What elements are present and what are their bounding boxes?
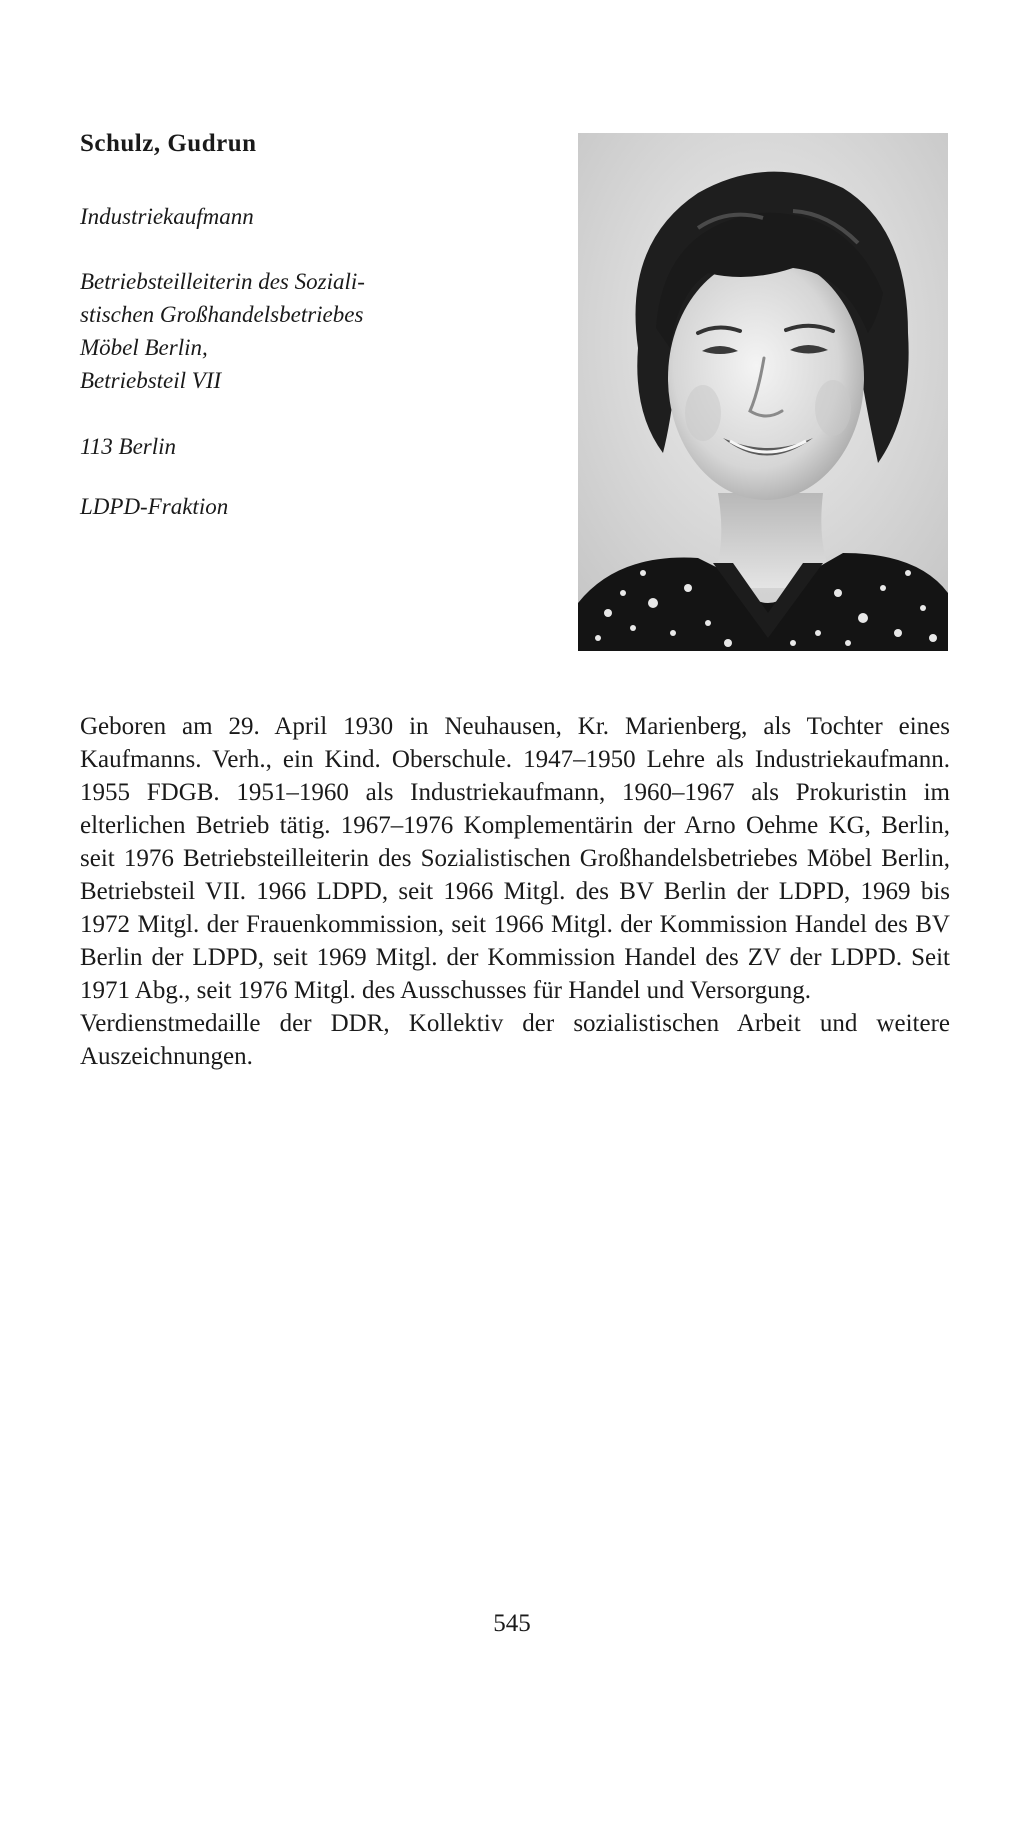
person-name: Schulz, Gudrun — [80, 130, 257, 157]
faction: LDPD-Fraktion — [80, 494, 229, 519]
profession: Industriekaufmann — [80, 204, 254, 229]
page-number: 545 — [493, 1610, 531, 1637]
position: Betriebsteilleiterin des Soziali- stischen Großhandelsbetriebes Möbel Berlin, Betriebsteil VII — [80, 269, 365, 393]
portrait-photo — [578, 133, 948, 651]
biography-awards: Verdienstmedaille der DDR, Kollektiv der sozialistischen Arbeit und weitere Auszeichnungen. — [80, 1010, 950, 1070]
biography — [80, 710, 950, 1073]
location: 113 Berlin — [80, 434, 177, 459]
biography-paragraph: Geboren am 29. April 1930 in Neuhausen, Kr. Marienberg, als Tochter eines Kaufmanns. Verh., ein Kind. Oberschule. 1947–1950 Lehre als Industriekaufmann. 1955 FDGB. 1951–1960 als Industriekaufmann, 1960–1967 als Prokuristin im elterlichen Betrieb tätig. 1967–1976 Komplementärin der Arno Oehme KG, Berlin, seit 1976 Betriebsteilleiterin des Sozialistischen Großhandelsbetriebes Möbel Berlin, Betriebsteil VII. 1966 LDPD, seit 1966 Mitgl. des BV Berlin der LDPD, 1969 bis 1972 Mitgl. der Frauenkommission, seit 1966 Mitgl. der Kommission Handel des BV Berlin der LDPD, seit 1969 Mitgl. der Kommission Handel des ZV der LDPD. Seit 1971 Abg., seit 1976 Mitgl. des Ausschusses für Handel und Versorgung. — [80, 713, 950, 1004]
